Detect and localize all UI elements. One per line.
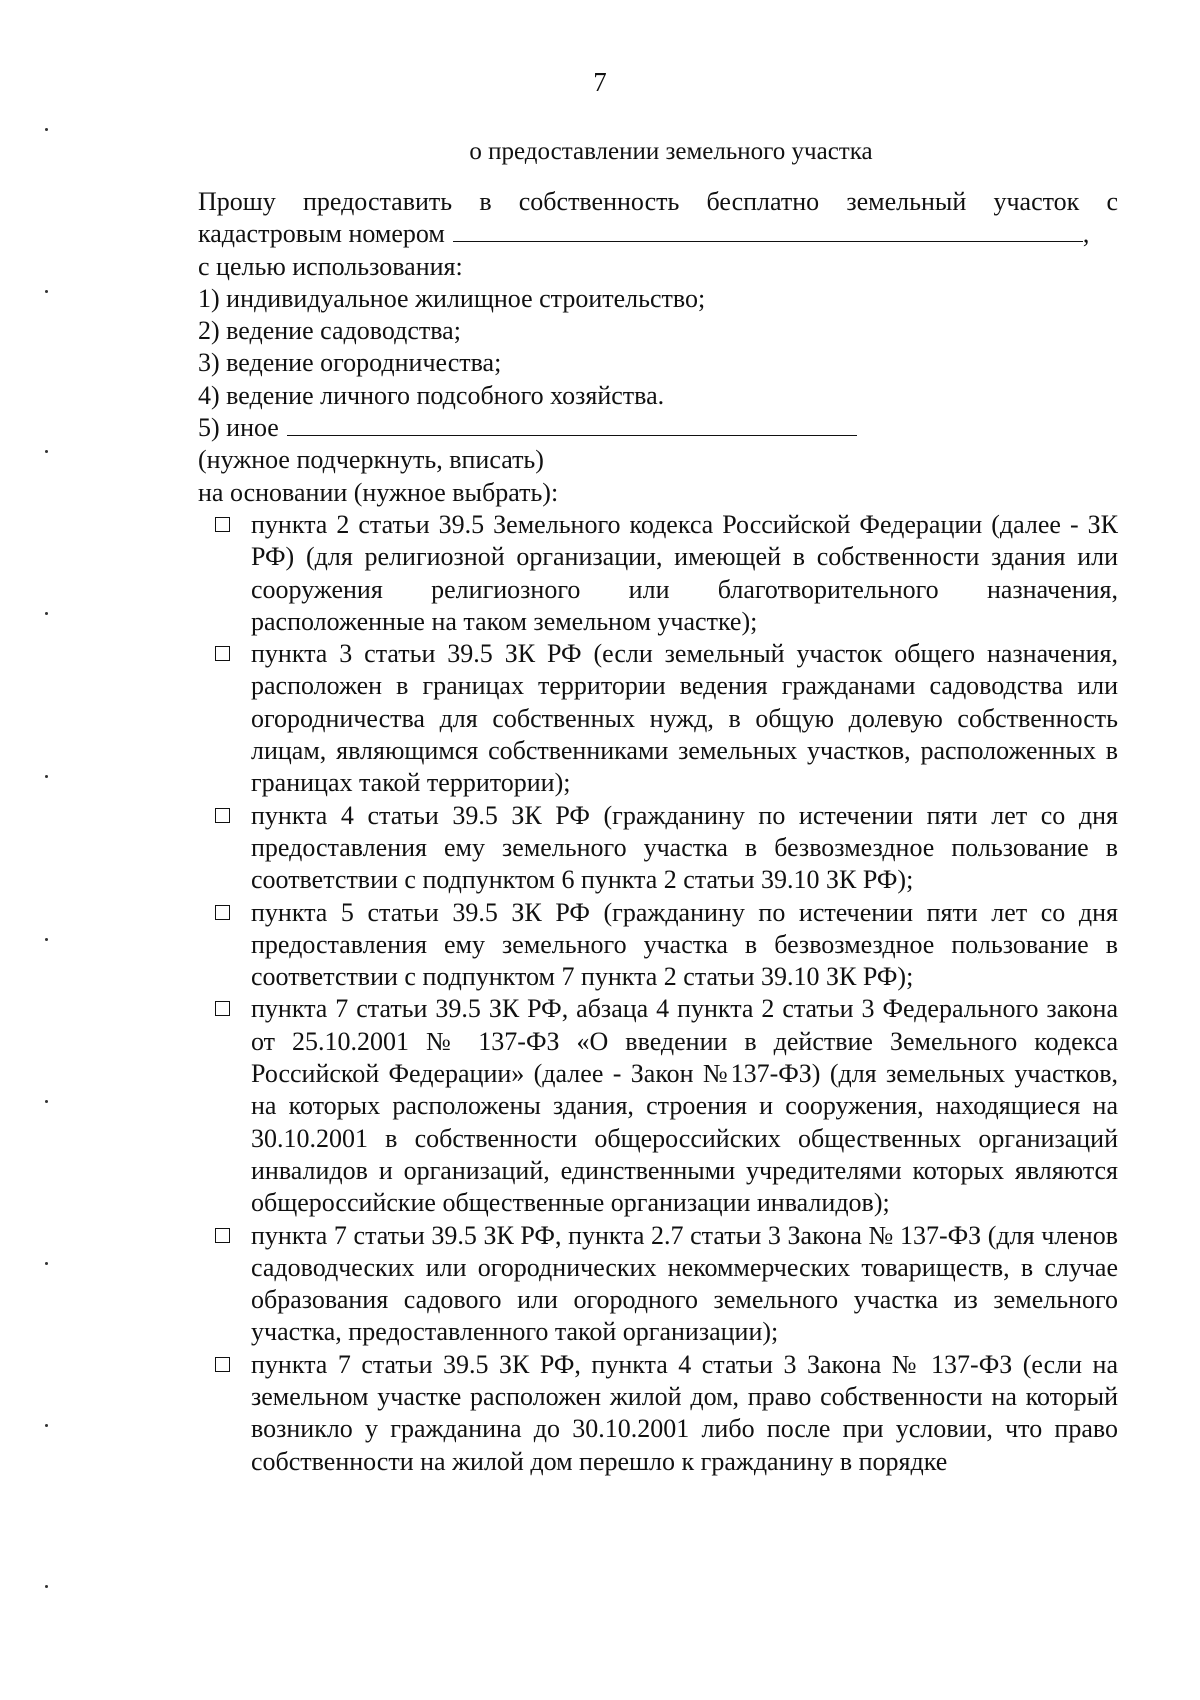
scan-mark <box>45 1262 48 1265</box>
basis-option <box>198 993 1118 1219</box>
basis-option <box>198 897 1118 994</box>
scan-mark <box>45 612 48 615</box>
basis-options-list <box>198 509 1118 1478</box>
checkbox-icon[interactable] <box>215 808 230 823</box>
request-word: в <box>479 187 492 216</box>
request-word: участок <box>993 187 1080 216</box>
cadastral-number-line <box>198 218 1118 250</box>
request-word: Прошу <box>198 187 276 216</box>
basis-option-text: пункта 4 статьи 39.5 ЗК РФ (гражданину по истечении пяти лет со дня предоставления ему земельного участка в безвозмездное пользование в соответствии с подпунктом 6 пункта 2 статьи 39.10 ЗК РФ); <box>251 800 1118 895</box>
checkbox-icon[interactable] <box>215 905 230 920</box>
purpose-heading: с целью использования: <box>198 251 463 281</box>
basis-option <box>198 1349 1118 1478</box>
purpose-item: 4) ведение личного подсобного хозяйства. <box>198 380 665 410</box>
instruction-note: (нужное подчеркнуть, вписать) <box>198 445 544 475</box>
cadastral-number-suffix: , <box>1082 219 1090 249</box>
basis-option <box>198 800 1118 897</box>
basis-option-text: пункта 7 статьи 39.5 ЗК РФ, абзаца 4 пункта 2 статьи 3 Федерального закона от 25.10.2001 № 137-ФЗ «О введении в действие Земельного кодекса Российской Федерации» (далее - Закон №137-ФЗ) (для земельных участков, на которых расположены здания, строения и сооружения, находящиеся на 30.10.2001 в собственности общероссийских общественных организаций инвалидов и организаций, единственными учредителями которых являются общероссийские общественные организации инвалидов); <box>251 994 1118 1218</box>
basis-option <box>198 1220 1118 1349</box>
purpose-item: 3) ведение огородничества; <box>198 348 502 378</box>
purpose-other-label: 5) иное <box>198 413 279 443</box>
request-word: собственность <box>518 187 680 216</box>
purpose-item: 1) индивидуальное жилищное строительство; <box>198 283 706 313</box>
request-line-1 <box>198 186 1118 218</box>
scan-mark <box>45 938 48 941</box>
checkbox-icon[interactable] <box>215 1357 230 1372</box>
section-subtitle: о предоставлении земельного участка <box>469 138 873 165</box>
page-number: 7 <box>593 67 607 97</box>
basis-option-text: пункта 5 статьи 39.5 ЗК РФ (гражданину по истечении пяти лет со дня предоставления ему земельного участка в безвозмездное пользование в соответствии с подпунктом 7 пункта 2 статьи 39.10 ЗК РФ); <box>251 897 1118 992</box>
basis-option-text: пункта 3 статьи 39.5 ЗК РФ (если земельный участок общего назначения, расположен в границах территории ведения гражданами садоводства или огородничества для собственных нужд, в общую долевую собственность лицам, являющимся собственниками земельных участков, расположенных в границах такой территории); <box>251 639 1118 798</box>
purpose-item: 2) ведение садоводства; <box>198 316 461 346</box>
cadastral-number-field[interactable] <box>453 219 1083 242</box>
checkbox-icon[interactable] <box>215 517 230 532</box>
scan-mark <box>45 290 48 293</box>
basis-option-text: пункта 7 статьи 39.5 ЗК РФ, пункта 4 статьи 3 Закона № 137-ФЗ (если на земельном участке расположен жилой дом, право собственности на который возникло у гражданина до 30.10.2001 либо после при условии, что право собственности на жилой дом перешло к гражданину в порядке <box>251 1349 1118 1476</box>
basis-option-text: пункта 7 статьи 39.5 ЗК РФ, пункта 2.7 статьи 3 Закона № 137-ФЗ (для членов садоводческих или огороднических некоммерческих товариществ, в случае образования садового или огородного земельного участка из земельного участка, предоставленного такой организации); <box>251 1220 1118 1347</box>
cadastral-number-label: кадастровым номером <box>198 219 445 249</box>
scan-mark <box>45 775 48 778</box>
scan-mark <box>45 450 48 453</box>
request-word: бесплатно <box>706 187 820 216</box>
scan-mark <box>45 128 48 131</box>
request-word: земельный <box>846 187 967 216</box>
basis-option-text: пункта 2 статьи 39.5 Земельного кодекса Российской Федерации (далее - ЗК РФ) (для религиозной организации, имеющей в собственности здания или сооружения религиозного или благотворительного назначения, расположенные на таком земельном участке); <box>251 509 1118 636</box>
scan-mark <box>45 1424 48 1427</box>
basis-heading: на основании (нужное выбрать): <box>198 477 559 507</box>
checkbox-icon[interactable] <box>215 646 230 661</box>
scan-mark <box>45 1100 48 1103</box>
application-body <box>198 186 1118 1478</box>
basis-option <box>198 638 1118 799</box>
scan-mark <box>45 1585 48 1588</box>
purpose-other-field[interactable] <box>287 413 857 436</box>
basis-option <box>198 509 1118 638</box>
purpose-other-line <box>198 412 1118 444</box>
request-word: предоставить <box>302 187 453 216</box>
request-word: с <box>1106 187 1118 216</box>
checkbox-icon[interactable] <box>215 1228 230 1243</box>
checkbox-icon[interactable] <box>215 1001 230 1016</box>
